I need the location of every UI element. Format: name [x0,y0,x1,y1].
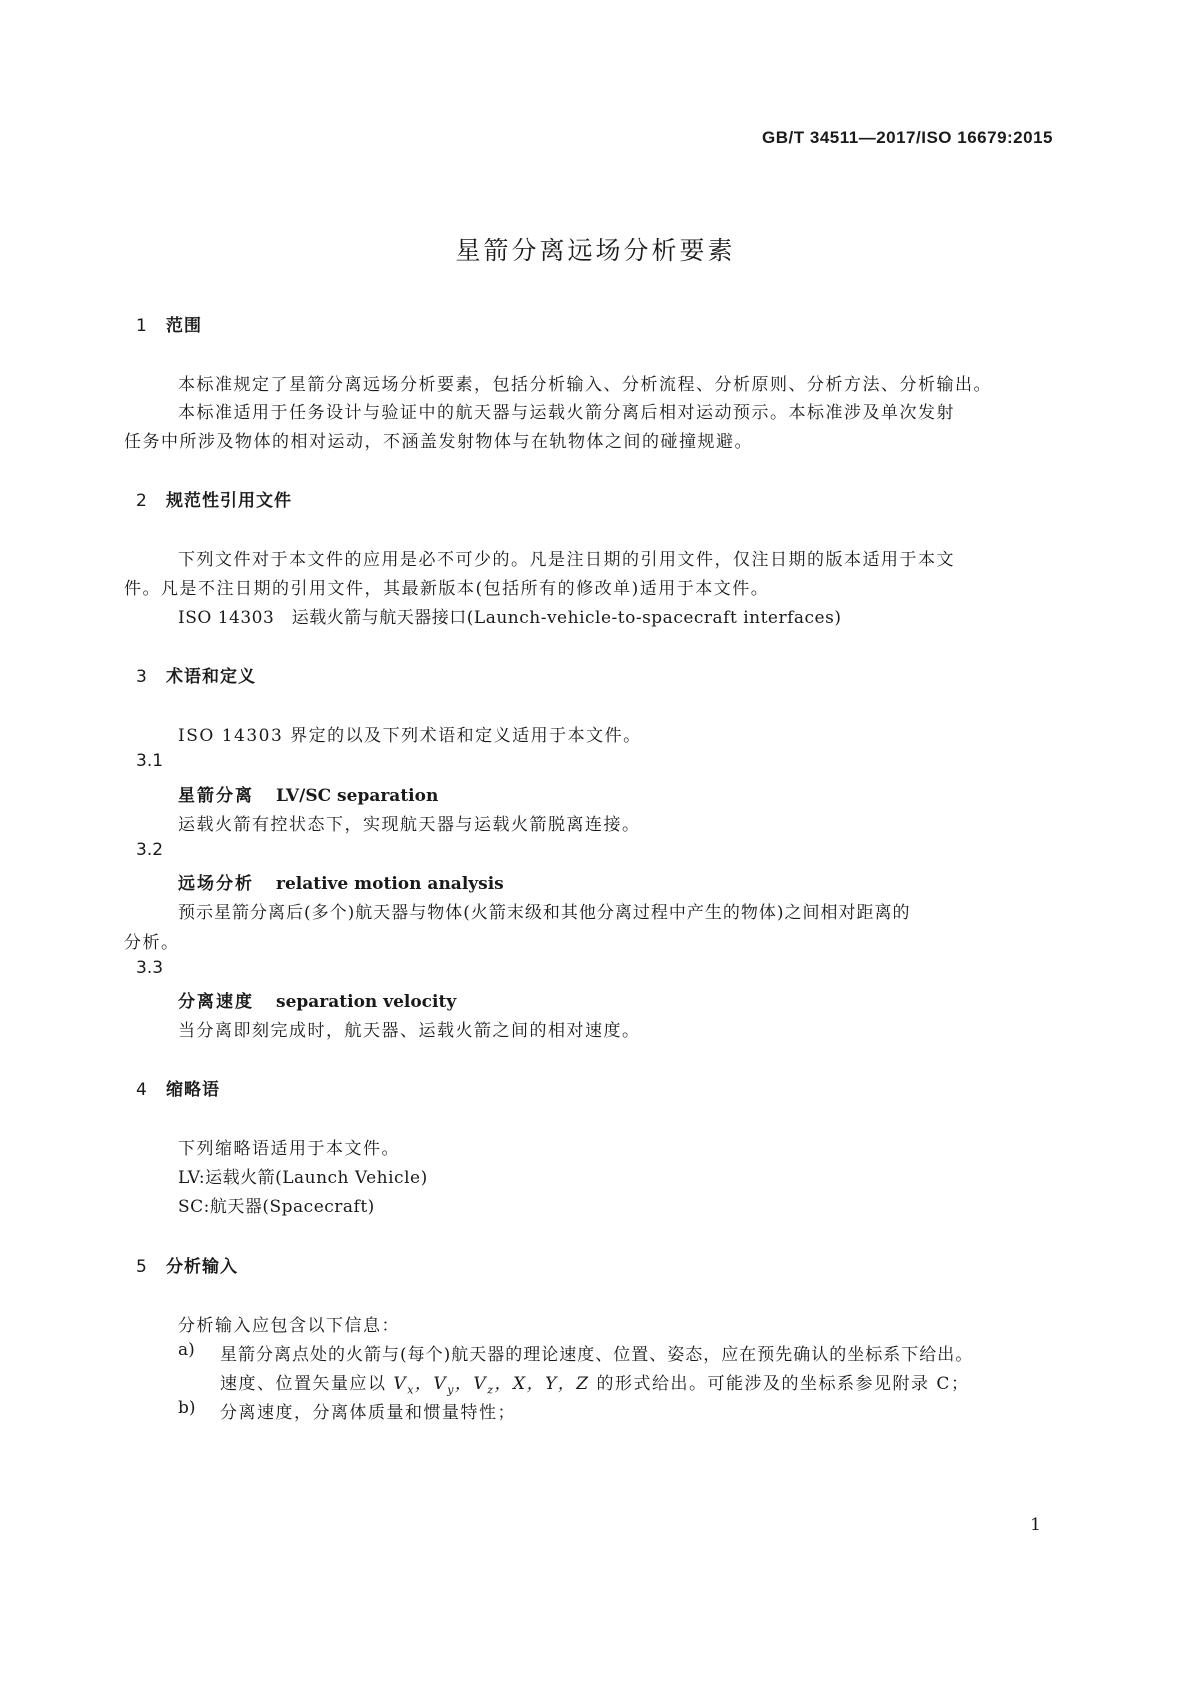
term-number: 3.1 [136,751,164,771]
term-en: LV/SC separation [276,786,439,806]
page-number: 1 [1030,1515,1041,1535]
scope-paragraph-1: 本标准规定了星箭分离远场分析要素，包括分析输入、分析流程、分析原则、分析方法、分析输出。 [178,375,992,395]
section-5-heading [136,1252,238,1277]
list-item-a-line-1: 星箭分离点处的火箭与(每个)航天器的理论速度、位置、姿态，应在预先确认的坐标系下给出。 [220,1345,974,1365]
term-entry [178,781,438,806]
term-entry [178,869,504,894]
section-4-heading [136,1075,220,1100]
term-en: separation velocity [276,992,457,1012]
term-entry [178,987,456,1012]
abbr-lv: LV:运载火箭(Launch Vehicle) [178,1168,428,1188]
term-zh: 分离速度 [178,992,254,1012]
section-number: 3 [136,667,148,687]
list-label-b: b) [178,1398,196,1418]
document-header: GB/T 34511—2017/ISO 16679:2015 [762,128,1053,147]
list-item-a-text-post: 的形式给出。可能涉及的坐标系参见附录 C； [596,1374,970,1394]
list-label-a: a) [178,1340,195,1360]
section-title: 术语和定义 [166,667,256,687]
list-item-b: 分离速度，分离体质量和惯量特性； [220,1403,516,1423]
input-intro: 分析输入应包含以下信息： [178,1316,400,1336]
section-3-heading [136,662,256,687]
list-item-a-text-pre: 速度、位置矢量应以 [220,1374,387,1394]
section-title: 缩略语 [166,1080,220,1100]
term-en: relative motion analysis [276,874,504,894]
section-1-heading [136,311,202,336]
term-definition: 预示星箭分离后(多个)航天器与物体(火箭末级和其他分离过程中产生的物体)之间相对距离的 [178,903,911,923]
section-title: 规范性引用文件 [166,491,292,511]
refs-paragraph: 下列文件对于本文件的应用是必不可少的。凡是注日期的引用文件，仅注日期的版本适用于本文 [178,550,955,570]
section-title: 范围 [166,316,202,336]
term-definition: 运载火箭有控状态下，实现航天器与运载火箭脱离连接。 [178,815,641,835]
refs-paragraph-cont: 件。凡是不注日期的引用文件，其最新版本(包括所有的修改单)适用于本文件。 [124,579,770,599]
terms-intro: ISO 14303 界定的以及下列术语和定义适用于本文件。 [178,726,642,746]
normative-reference: ISO 14303 运载火箭与航天器接口(Launch-vehicle-to-spacecraft interfaces) [178,608,842,628]
vector-notation: $V_x$，$V_y$，$V_z$，X，Y，Z [393,1374,590,1397]
section-title: 分析输入 [166,1257,238,1277]
section-2-heading [136,486,292,511]
term-number: 3.2 [136,840,164,860]
section-number: 1 [136,316,148,336]
list-item-a-line-2 [220,1369,969,1396]
section-number: 5 [136,1257,148,1277]
term-zh: 星箭分离 [178,786,254,806]
term-definition-cont: 分析。 [124,933,180,953]
document-title: 星箭分离远场分析要素 [455,236,736,265]
section-number: 4 [136,1080,148,1100]
term-number: 3.3 [136,958,164,978]
abbr-intro: 下列缩略语适用于本文件。 [178,1139,400,1159]
scope-paragraph-2: 本标准适用于任务设计与验证中的航天器与运载火箭分离后相对运动预示。本标准涉及单次发射 [178,403,955,423]
term-zh: 远场分析 [178,874,254,894]
abbr-sc: SC:航天器(Spacecraft) [178,1197,375,1217]
section-number: 2 [136,491,148,511]
term-definition: 当分离即刻完成时，航天器、运载火箭之间的相对速度。 [178,1021,641,1041]
scope-paragraph-2-cont: 任务中所涉及物体的相对运动，不涵盖发射物体与在轨物体之间的碰撞规避。 [124,432,753,452]
